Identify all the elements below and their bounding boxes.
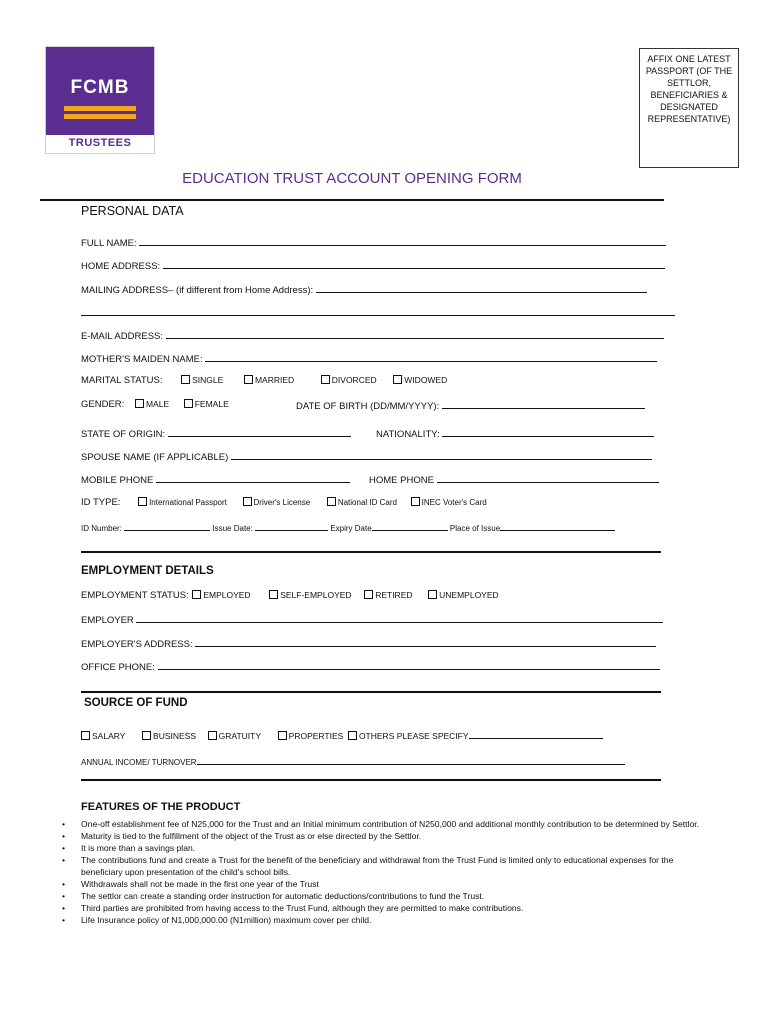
nationality-field[interactable] (442, 427, 654, 437)
list-item: • The contributions fund and create a Trust for the benefit of the beneficiary and withdrawal from the Trust Fund is limited only to educational expenses for the beneficiary upon presentation of the child's school bills. (62, 855, 674, 877)
id-option-inec-card[interactable]: INEC Voter's Card (411, 497, 487, 508)
list-item: • One-off establishment fee of N25,000 for the Trust and an Initial minimum contribution of N250,000 and additional monthly contribution to be determined by Settlor. (62, 819, 699, 829)
home-phone-label: HOME PHONE (369, 475, 434, 486)
checkbox[interactable] (184, 399, 193, 408)
list-item: • The settlor can create a standing order instruction for automatic deductions/contributions to fund the Trust. (62, 891, 485, 901)
checkbox[interactable] (269, 590, 278, 599)
checkbox[interactable] (411, 497, 420, 506)
maiden-name-label: MOTHER'S MAIDEN NAME: (81, 354, 203, 365)
logo-brand: FCMB (70, 77, 130, 98)
checkbox[interactable] (278, 731, 287, 740)
passport-photo-box (639, 48, 739, 168)
dob-row (296, 399, 645, 412)
mailing-address-field[interactable] (316, 283, 647, 293)
others-specify-field[interactable] (469, 729, 603, 739)
employer-address-field[interactable] (195, 637, 656, 647)
mobile-phone-field[interactable] (156, 473, 350, 483)
expiry-date-field[interactable] (372, 523, 448, 531)
source-of-fund-row (81, 729, 603, 742)
home-address-label: HOME ADDRESS: (81, 261, 161, 272)
employment-status-label: EMPLOYMENT STATUS: (81, 590, 189, 601)
nationality-row (376, 427, 654, 440)
email-field[interactable] (166, 329, 664, 339)
expiry-date-label: Expiry Date (330, 524, 372, 533)
title-divider (40, 199, 664, 201)
fund-option-gratuity[interactable]: GRATUITY (208, 731, 261, 742)
spouse-label: SPOUSE NAME (IF APPLICABLE) (81, 452, 229, 463)
employer-label: EMPLOYER (81, 615, 134, 626)
list-item: • It is more than a savings plan. (62, 843, 196, 853)
dob-label: DATE OF BIRTH (DD/MM/YYYY): (296, 401, 440, 412)
fund-option-others[interactable]: OTHERS PLEASE SPECIFY (348, 731, 469, 742)
employment-heading: EMPLOYMENT DETAILS (81, 565, 214, 577)
issue-date-field[interactable] (255, 523, 328, 531)
employment-option-self-employed[interactable]: SELF-EMPLOYED (269, 590, 351, 601)
fcmb-trustees-logo (45, 46, 155, 154)
form-title: EDUCATION TRUST ACCOUNT OPENING FORM (182, 170, 522, 187)
checkbox[interactable] (428, 590, 437, 599)
checkbox[interactable] (393, 375, 402, 384)
annual-income-label: ANNUAL INCOME/ TURNOVER (81, 758, 197, 767)
employment-status-row (81, 590, 499, 601)
checkbox[interactable] (348, 731, 357, 740)
employer-row (81, 613, 663, 626)
marital-option-married[interactable]: MARRIED (244, 375, 294, 386)
marital-option-widowed[interactable]: WIDOWED (393, 375, 447, 386)
id-type-label: ID TYPE: (81, 497, 121, 508)
source-of-fund-heading: SOURCE OF FUND (84, 697, 188, 709)
logo-stripe (64, 114, 136, 119)
marital-option-divorced[interactable]: DIVORCED (321, 375, 377, 386)
full-name-label: FULL NAME: (81, 238, 137, 249)
state-of-origin-field[interactable] (168, 427, 351, 437)
gender-option-female[interactable]: FEMALE (184, 399, 229, 410)
id-number-field[interactable] (124, 523, 210, 531)
state-of-origin-row (81, 427, 351, 440)
list-item: • Withdrawals shall not be made in the first one year of the Trust (62, 879, 319, 889)
id-option-passport[interactable]: International Passport (138, 497, 227, 508)
spouse-field[interactable] (231, 450, 652, 460)
gender-row (81, 399, 229, 410)
id-type-row (81, 497, 487, 508)
spouse-row (81, 450, 652, 463)
checkbox[interactable] (244, 375, 253, 384)
email-row (81, 329, 664, 342)
id-option-drivers-license[interactable]: Driver's License (243, 497, 311, 508)
full-name-field[interactable] (139, 236, 666, 246)
checkbox[interactable] (138, 497, 147, 506)
checkbox[interactable] (364, 590, 373, 599)
marital-option-single[interactable]: SINGLE (181, 375, 223, 386)
checkbox[interactable] (142, 731, 151, 740)
employment-option-employed[interactable]: EMPLOYED (192, 590, 250, 601)
employment-option-unemployed[interactable]: UNEMPLOYED (428, 590, 499, 601)
list-item: • Third parties are prohibited from having access to the Trust Fund, although they are permitted to make contributions. (62, 903, 524, 913)
personal-data-heading: PERSONAL DATA (81, 204, 184, 218)
home-address-field[interactable] (163, 259, 665, 269)
section-divider (81, 779, 661, 781)
section-divider (81, 691, 661, 693)
office-phone-label: OFFICE PHONE: (81, 662, 155, 673)
employer-address-row (81, 637, 656, 650)
mailing-address-row (81, 283, 647, 296)
nationality-label: NATIONALITY: (376, 429, 440, 440)
mailing-address-field-2[interactable] (81, 315, 675, 316)
id-option-national-id[interactable]: National ID Card (327, 497, 397, 508)
fund-option-properties[interactable]: PROPERTIES (278, 731, 344, 742)
checkbox[interactable] (327, 497, 336, 506)
office-phone-field[interactable] (158, 660, 660, 670)
list-item: • Maturity is tied to the fulfillment of the object of the Trust as or else directed by the Settlor. (62, 831, 422, 841)
features-heading: FEATURES OF THE PRODUCT (81, 801, 241, 813)
state-of-origin-label: STATE OF ORIGIN: (81, 429, 166, 440)
employer-address-label: EMPLOYER'S ADDRESS: (81, 639, 193, 650)
annual-income-row (81, 757, 625, 767)
checkbox[interactable] (208, 731, 217, 740)
issue-date-label: Issue Date: (212, 524, 253, 533)
home-phone-row (369, 473, 659, 486)
email-label: E-MAIL ADDRESS: (81, 331, 164, 342)
section-divider (81, 551, 661, 553)
logo-panel (46, 47, 154, 135)
home-phone-field[interactable] (437, 473, 659, 483)
checkbox[interactable] (181, 375, 190, 384)
home-address-row (81, 259, 665, 272)
gender-label: GENDER: (81, 399, 125, 410)
id-details-row (81, 523, 615, 533)
mobile-phone-label: MOBILE PHONE (81, 475, 154, 486)
maiden-name-field[interactable] (205, 352, 657, 362)
fund-option-salary[interactable]: SALARY (81, 731, 125, 742)
employment-option-retired[interactable]: RETIRED (364, 590, 412, 601)
place-of-issue-label: Place of Issue (449, 524, 501, 533)
fund-option-business[interactable]: BUSINESS (142, 731, 196, 742)
gender-option-male[interactable]: MALE (135, 399, 169, 410)
id-number-label: ID Number: (81, 524, 122, 533)
logo-stripe (64, 106, 136, 111)
dob-field[interactable] (442, 399, 645, 409)
mailing-address-label: MAILING ADDRESS– (if different from Home Address): (81, 285, 314, 296)
passport-note: AFFIX ONE LATEST PASSPORT (OF THE SETTLOR, BENEFICIARIES & DESIGNATED REPRESENTATIVE) (645, 54, 733, 124)
logo-subtitle: TRUSTEES (68, 137, 132, 149)
checkbox[interactable] (243, 497, 252, 506)
office-phone-row (81, 660, 660, 673)
employer-field[interactable] (136, 613, 663, 623)
marital-status-label: MARITAL STATUS: (81, 375, 163, 386)
checkbox[interactable] (321, 375, 330, 384)
checkbox[interactable] (81, 731, 90, 740)
marital-status-row (81, 375, 447, 386)
checkbox[interactable] (192, 590, 201, 599)
annual-income-field[interactable] (197, 757, 625, 765)
checkbox[interactable] (135, 399, 144, 408)
maiden-name-row (81, 352, 657, 365)
full-name-row (81, 236, 666, 249)
features-list (62, 818, 702, 926)
place-of-issue-field[interactable] (500, 523, 615, 531)
mobile-phone-row (81, 473, 350, 486)
list-item: • Life Insurance policy of N1,000,000.00 (N1million) maximum cover per child. (62, 915, 372, 925)
